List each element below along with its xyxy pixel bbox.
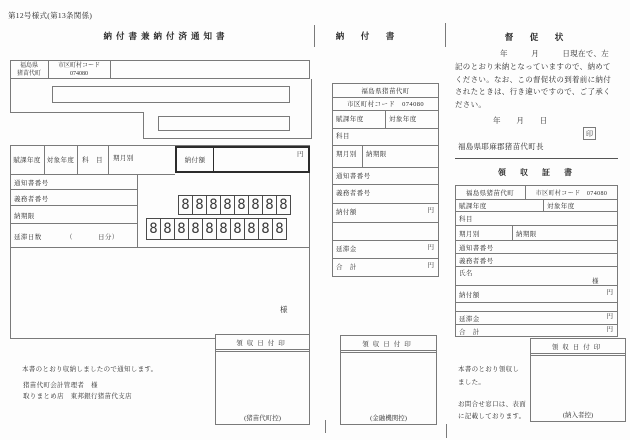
right-town-name: 福島県猪苗代町 [465, 189, 515, 197]
amount-digit-box: 8 [244, 218, 259, 240]
town-name: 猪苗代町 [16, 70, 41, 77]
demand-notice-line: ださい。 [455, 100, 487, 109]
table-grid-line [10, 189, 137, 190]
payer-sama: 様 [592, 278, 599, 285]
deadline-label: 納期限 [516, 231, 537, 238]
amount-digit-box: 8 [192, 195, 207, 215]
table-grid-line [455, 199, 618, 200]
yen-mark: 円 [297, 151, 304, 158]
amount-digits-row-upper [178, 195, 291, 215]
yen-mark: 円 [606, 326, 613, 333]
deadline-label: 納期限 [14, 213, 35, 220]
table-grid-line [385, 110, 386, 128]
addressee-sama: 様 [280, 305, 288, 314]
form-number: 第12号様式(第13条関係) [8, 11, 93, 20]
section-divider-line [455, 158, 618, 159]
fiscal-year-label: 賦課年度 [336, 116, 364, 123]
overdue-paren-open: （ [66, 234, 73, 241]
notice-number-label: 通知書番号 [336, 173, 371, 180]
receipt-date-stamp-label: 領収日付印 [531, 339, 625, 356]
right-municipality-code: 市区町村コード 074080 [535, 190, 608, 197]
right-receipt-stamp-box [530, 338, 626, 422]
table-grid-line [10, 174, 175, 175]
middle-receipt-stamp-box [340, 335, 437, 425]
period-label: 期月別 [113, 155, 134, 162]
overdue-days-label: 延滞日数 [14, 234, 42, 241]
table-grid-line [455, 211, 618, 212]
right-footer-inquiry-2: に記載しております。 [458, 413, 526, 420]
town-copy-label: (猪苗代町控) [244, 415, 281, 422]
amount-label: 納付額 [184, 157, 206, 164]
yen-mark: 円 [427, 262, 434, 269]
amount-digit-box: 8 [178, 195, 193, 215]
amount-digit-box: 8 [262, 195, 277, 215]
table-grid-line [455, 285, 618, 286]
table-grid-line [10, 338, 215, 339]
amount-digit-box: 8 [160, 218, 175, 240]
table-grid-line [455, 266, 618, 267]
overdue-paren-close: 日分） [98, 234, 119, 241]
yen-mark: 円 [427, 207, 434, 214]
demand-notice-line: 記のとおり未納となっていますので、納めて [455, 62, 611, 71]
right-footer-inquiry: お問合せ窓口は、表面 [458, 401, 526, 408]
prefecture-name: 福島県 [19, 62, 38, 69]
yen-mark: 円 [606, 289, 613, 296]
left-receipt-stamp-box [215, 334, 310, 425]
subject-label: 科目 [459, 216, 473, 223]
total-label: 合 計 [336, 264, 357, 271]
amount-digit-box: 8 [206, 195, 221, 215]
amount-digit-box: 8 [230, 218, 245, 240]
section-cut-mark [325, 420, 326, 433]
fiscal-year-label: 賦課年度 [459, 203, 487, 210]
table-grid-line [512, 225, 513, 240]
table-grid-line [332, 203, 439, 204]
section-cut-mark [445, 23, 446, 47]
seal-box: 印 [583, 127, 596, 140]
obligor-number-label: 義務者番号 [336, 190, 371, 197]
table-grid-line [332, 258, 439, 259]
table-grid-line [10, 205, 137, 206]
notice-number-label: 通知書番号 [459, 245, 494, 252]
right-footer-received: 本書のとおり領収し [458, 366, 520, 373]
table-grid-line [213, 148, 214, 171]
mayor-name: 福島県耶麻郡猪苗代町長 [458, 142, 544, 151]
middle-town-name: 福島県猪苗代町 [361, 87, 410, 95]
section-cut-mark [314, 25, 315, 47]
left-footer-accounting-manager: 猪苗代町会計管理者 様 [23, 382, 98, 389]
yen-mark: 円 [606, 313, 613, 320]
demand-notice-line: 年 月 日現在で、左 [500, 49, 610, 58]
demand-date-line: 年 月 日 [493, 116, 548, 125]
table-grid-line [455, 253, 618, 254]
table-grid-line [110, 60, 111, 79]
payer-copy-label: (納入者控) [562, 412, 594, 419]
amount-digit-box: 8 [272, 218, 287, 240]
total-label: 合 計 [459, 329, 480, 336]
obligor-number-label: 義務者番号 [459, 258, 494, 265]
target-year-label: 対象年度 [46, 157, 75, 164]
section-cut-mark [446, 424, 447, 438]
table-grid-line [108, 145, 109, 174]
subject-label: 科 目 [82, 157, 103, 164]
amount-digit-box: 8 [188, 218, 203, 240]
table-grid-line [455, 240, 618, 241]
table-grid-line [362, 145, 363, 167]
amount-digit-box: 8 [202, 218, 217, 240]
amount-digit-box: 8 [174, 218, 189, 240]
receipt-date-stamp-label: 領収日付印 [216, 335, 309, 352]
table-grid-line [10, 223, 137, 224]
address-entry-field [52, 86, 290, 103]
late-fee-label: 延滞金 [459, 316, 480, 323]
municipality-code-value: 074080 [70, 70, 88, 77]
table-grid-line [455, 302, 618, 303]
amount-digits-row-lower [146, 218, 287, 240]
table-grid-line [543, 199, 544, 211]
subject-label: 科目 [336, 133, 350, 140]
amount-digit-box: 8 [248, 195, 263, 215]
fiscal-year-label: 賦課年度 [13, 157, 41, 164]
table-grid-line [332, 145, 439, 146]
table-grid-line [455, 225, 618, 226]
left-section-title: 納付書兼納付済通知書 [103, 31, 229, 41]
table-grid-line [332, 222, 439, 223]
target-year-label: 対象年度 [547, 203, 575, 210]
receipt-date-stamp-label: 領収日付印 [341, 336, 436, 353]
amount-digit-box: 8 [234, 195, 249, 215]
receipt-certificate-title: 領 収 証 書 [498, 168, 575, 177]
notice-number-label: 通知書番号 [14, 180, 49, 187]
middle-section-title: 納 付 書 [335, 31, 399, 41]
deadline-label: 納期限 [366, 151, 387, 158]
table-grid-line [10, 247, 310, 248]
demand-notice-line: ください。なお、この督促状の到着前に納付 [455, 75, 611, 84]
demand-notice-line: されたときは、行き違いですので、ご了承く [455, 87, 611, 96]
municipality-code-label: 市区町村コード [57, 62, 100, 69]
left-footer-bank: 取りまとめ店 東邦銀行猪苗代支店 [23, 393, 132, 400]
amount-digit-box: 8 [258, 218, 273, 240]
amount-digit-box: 8 [216, 218, 231, 240]
left-header-code-cell [48, 61, 110, 78]
amount-label: 納付額 [459, 292, 480, 299]
table-grid-line [137, 174, 138, 247]
table-grid-line [10, 112, 143, 113]
left-header-municipality [10, 61, 48, 78]
target-year-label: 対象年度 [389, 116, 417, 123]
table-grid-line [332, 240, 439, 241]
name-entry-field [158, 116, 290, 131]
table-grid-line [332, 128, 439, 129]
obligor-number-label: 義務者番号 [14, 196, 49, 203]
amount-label: 納付額 [336, 209, 357, 216]
period-label: 期月別 [336, 151, 357, 158]
right-footer-received-2: ました。 [458, 379, 486, 386]
financial-institution-copy-label: (金融機関控) [370, 415, 407, 422]
name-label: 氏名 [459, 270, 473, 277]
table-grid-line [332, 184, 439, 185]
period-label: 期月別 [459, 231, 480, 238]
middle-municipality-code: 市区町村コード 074080 [346, 101, 425, 108]
amount-digit-box: 8 [276, 195, 291, 215]
late-fee-label: 延滞金 [336, 246, 357, 253]
left-footer-notice: 本書のとおり収納しましたので通知します。 [22, 366, 158, 373]
yen-mark: 円 [427, 244, 434, 251]
right-section-title: 督 促 状 [504, 32, 568, 42]
table-grid-line [332, 167, 439, 168]
amount-digit-box: 8 [220, 195, 235, 215]
amount-digit-box: 8 [146, 218, 161, 240]
